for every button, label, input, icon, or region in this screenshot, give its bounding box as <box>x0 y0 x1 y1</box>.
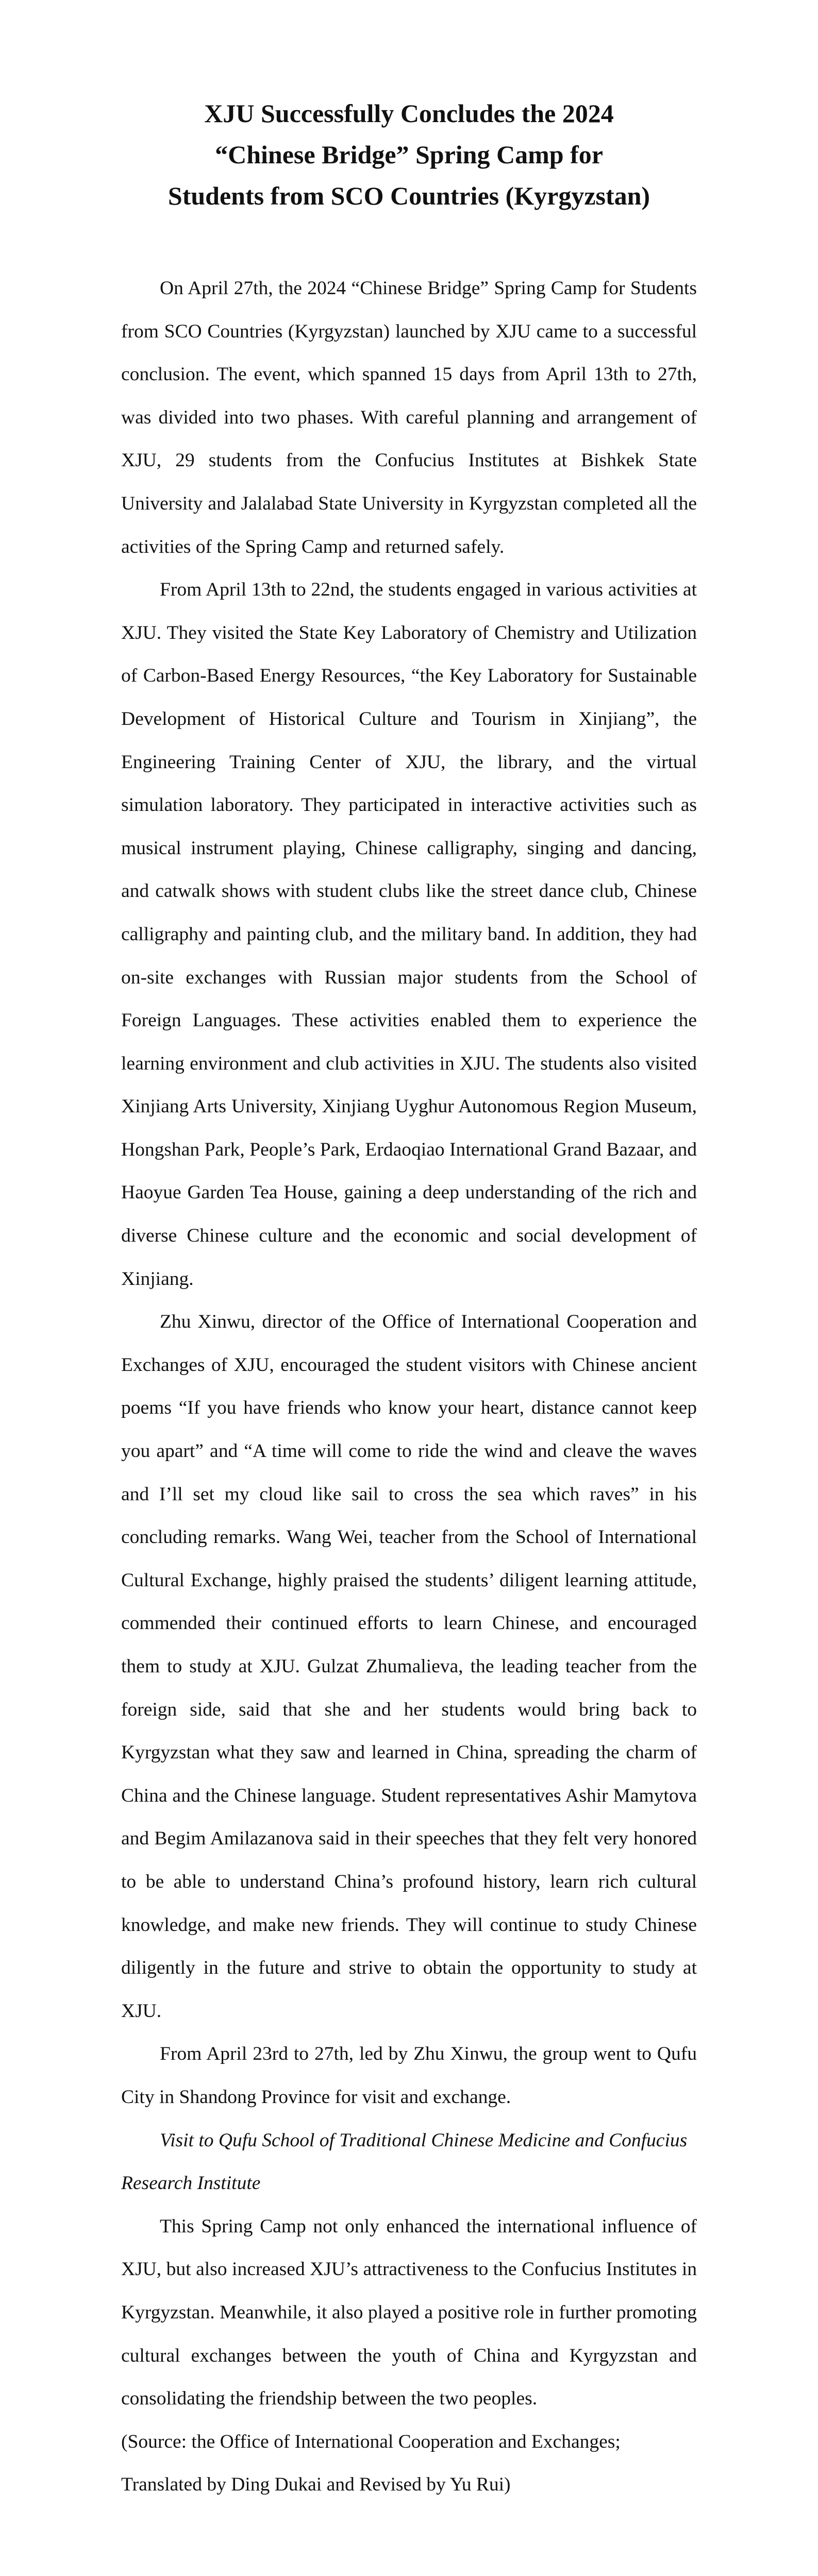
source-credit: (Source: the Office of International Cooperation and Exchanges; Translated by Ding Dukai and Revised by Yu Rui) <box>121 2431 621 2496</box>
article-title-line: Students from SCO Countries (Kyrgyzstan) <box>168 181 650 210</box>
body-paragraph: From April 23rd to 27th, led by Zhu Xinwu, the group went to Qufu City in Shandong Province for visit and exchange. <box>121 2043 697 2108</box>
body-paragraph: Zhu Xinwu, director of the Office of International Cooperation and Exchanges of XJU, encouraged the student visitors with Chinese ancient poems “If you have friends who know your heart, distance cannot keep you apart” and “A time will come to ride the wind and cleave the waves and I’ll set my cloud like sail to cross the sea which raves” in his concluding remarks. Wang Wei, teacher from the School of International Cultural Exchange, highly praised the students’ diligent learning attitude, commended their continued efforts to learn Chinese, and encouraged them to study at XJU. Gulzat Zhumalieva, the leading teacher from the foreign side, said that she and her students would bring back to Kyrgyzstan what they saw and learned in China, spreading the charm of China and the Chinese language. Student representatives Ashir Mamytova and Begim Amilazanova said in their speeches that they felt very honored to be able to understand China’s profound history, learn rich cultural knowledge, and make new friends. They will continue to study Chinese diligently in the future and strive to obtain the opportunity to study at XJU. <box>121 1311 697 2022</box>
article-title <box>93 93 725 216</box>
body-paragraph: From April 13th to 22nd, the students engaged in various activities at XJU. They visited the State Key Laboratory of Chemistry and Utilization of Carbon-Based Energy Resources, “the Key Laboratory for Sustainable Development of Historical Culture and Tourism in Xinjiang”, the Engineering Training Center of XJU, the library, and the virtual simulation laboratory. They participated in interactive activities such as musical instrument playing, Chinese calligraphy, singing and dancing, and catwalk shows with student clubs like the street dance club, Chinese calligraphy and painting club, and the military band. In addition, they had on-site exchanges with Russian major students from the School of Foreign Languages. These activities enabled them to experience the learning environment and club activities in XJU. The students also visited Xinjiang Arts University, Xinjiang Uyghur Autonomous Region Museum, Hongshan Park, People’s Park, Erdaoqiao International Grand Bazaar, and Haoyue Garden Tea House, gaining a deep understanding of the rich and diverse Chinese culture and the economic and social development of Xinjiang. <box>121 579 697 1290</box>
closing-paragraph: This Spring Camp not only enhanced the international influence of XJU, but also increased XJU’s attractiveness to the Confucius Institutes in Kyrgyzstan. Meanwhile, it also played a positive role in further promoting cultural exchanges between the youth of China and Kyrgyzstan and consolidating the friendship between the two peoples. <box>121 2215 697 2410</box>
body-paragraph: On April 27th, the 2024 “Chinese Bridge” Spring Camp for Students from SCO Countries (Kyrgyzstan) launched by XJU came to a successful conclusion. The event, which spanned 15 days from April 13th to 27th, was divided into two phases. With careful planning and arrangement of XJU, 29 students from the Confucius Institutes at Bishkek State University and Jalalabad State University in Kyrgyzstan completed all the activities of the Spring Camp and returned safely. <box>121 278 697 557</box>
article-title-line: “Chinese Bridge” Spring Camp for <box>215 140 603 169</box>
photo-caption: Visit to Qufu School of Traditional Chinese Medicine and Confucius Research Institute <box>121 2129 688 2194</box>
article-body <box>121 267 697 2506</box>
article-title-line: XJU Successfully Concludes the 2024 <box>204 99 614 128</box>
